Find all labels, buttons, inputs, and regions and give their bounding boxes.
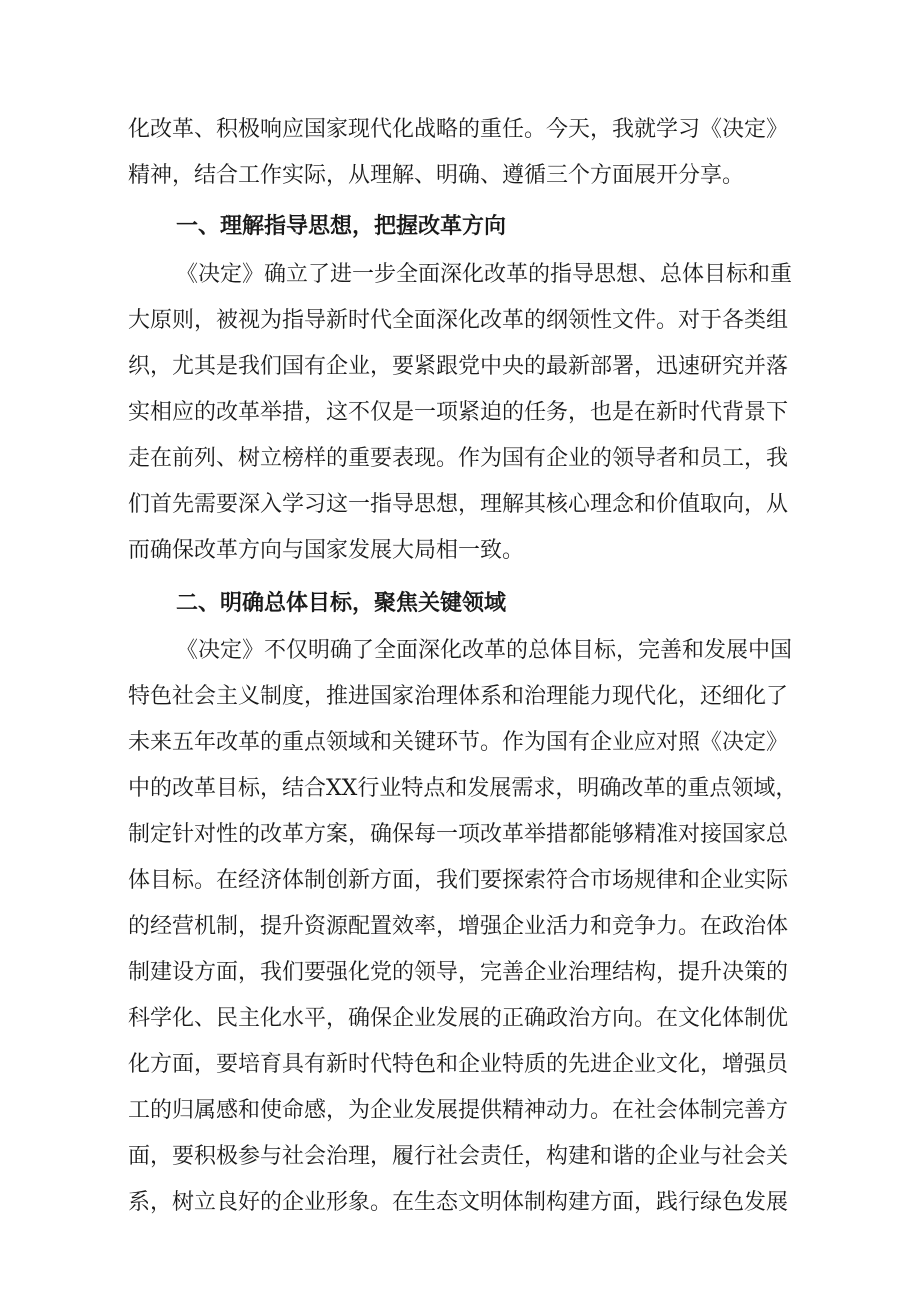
section2-line-10: 化方面，要培育具有新时代特色和企业特质的先进企业文化，增强员 xyxy=(128,1052,789,1077)
section2-line-4: 中的改革目标，结合XX行业特点和发展需求，明确改革的重点领域， xyxy=(128,776,798,801)
section1-line-6: 们首先需要深入学习这一指导思想，理解其核心理念和价值取向，从 xyxy=(128,492,789,517)
section2-line-6: 体目标。在经济体制创新方面，我们要探索符合市场规律和企业实际 xyxy=(128,868,789,893)
section2-line-2: 特色社会主义制度，推进国家治理体系和治理能力现代化，还细化了 xyxy=(128,684,789,709)
section2-line-12: 面，要积极参与社会治理，履行社会责任，构建和谐的企业与社会关 xyxy=(128,1144,789,1169)
section1-line-2: 大原则，被视为指导新时代全面深化改革的纲领性文件。对于各类组 xyxy=(128,308,789,333)
section2-line-13: 系，树立良好的企业形象。在生态文明体制构建方面，践行绿色发展 xyxy=(128,1190,789,1215)
section-heading-1: 一、理解指导思想，把握改革方向 xyxy=(176,214,507,239)
section2-line-7: 的经营机制，提升资源配置效率，增强企业活力和竞争力。在政治体 xyxy=(128,914,789,939)
section1-line-3: 织，尤其是我们国有企业，要紧跟党中央的最新部署，迅速研究并落 xyxy=(128,354,789,379)
section2-line-3: 未来五年改革的重点领域和关键环节。作为国有企业应对照《决定》 xyxy=(128,730,789,755)
section-heading-2: 二、明确总体目标，聚焦关键领域 xyxy=(176,591,507,616)
section2-line-8: 制建设方面，我们要强化党的领导，完善企业治理结构，提升决策的 xyxy=(128,960,789,985)
section1-line-5: 走在前列、树立榜样的重要表现。作为国有企业的领导者和员工，我 xyxy=(128,446,789,471)
section2-line-1: 《决定》不仅明确了全面深化改革的总体目标，完善和发展中国 xyxy=(176,638,793,663)
section1-line-1: 《决定》确立了进一步全面深化改革的指导思想、总体目标和重 xyxy=(176,262,793,287)
intro-line-1: 化改革、积极响应国家现代化战略的重任。今天，我就学习《决定》 xyxy=(128,117,789,142)
intro-line-2: 精神，结合工作实际，从理解、明确、遵循三个方面展开分享。 xyxy=(128,163,745,188)
section1-line-7: 而确保改革方向与国家发展大局相一致。 xyxy=(128,538,525,563)
section2-line-11: 工的归属感和使命感，为企业发展提供精神动力。在社会体制完善方 xyxy=(128,1098,789,1123)
section1-line-4: 实相应的改革举措，这不仅是一项紧迫的任务，也是在新时代背景下 xyxy=(128,400,789,425)
section2-line-9: 科学化、民主化水平，确保企业发展的正确政治方向。在文化体制优 xyxy=(128,1006,789,1031)
section2-line-5: 制定针对性的改革方案，确保每一项改革举措都能够精准对接国家总 xyxy=(128,822,789,847)
